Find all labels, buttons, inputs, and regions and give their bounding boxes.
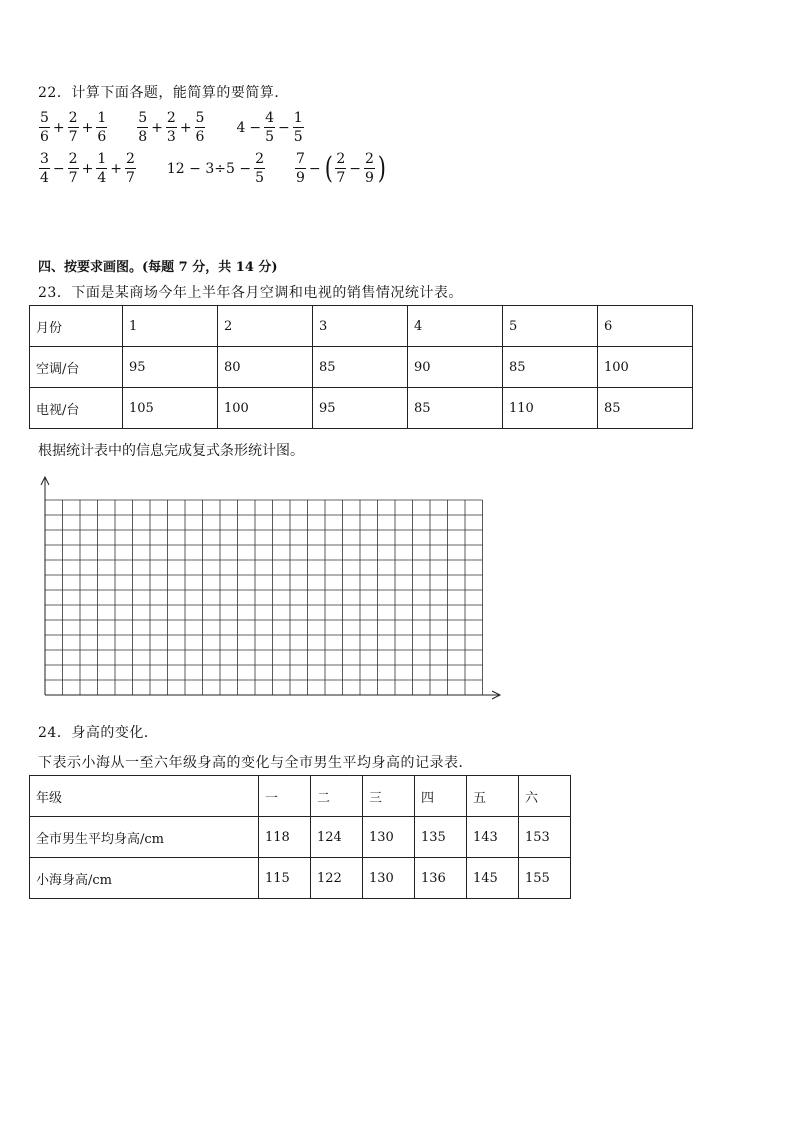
fraction: $\frac{1}{5}$ (293, 110, 303, 145)
table-cell: 2 (218, 306, 313, 347)
fraction: $\frac{2}{7}$ (336, 151, 346, 186)
table-cell: 143 (467, 817, 519, 858)
fraction: $\frac{2}{7}$ (68, 151, 78, 186)
chart-grid (30, 470, 510, 705)
operator: + (110, 160, 122, 177)
q22-title: 22．计算下面各题，能简算的要简算． (38, 85, 289, 101)
table-row (30, 817, 571, 858)
operator: 4 (236, 119, 246, 136)
q22-row-2 (38, 152, 416, 185)
operator: + (52, 119, 65, 136)
operator: − (52, 160, 65, 177)
table-row (30, 858, 571, 899)
operator: + (179, 119, 192, 136)
table-cell: 6 (598, 306, 693, 347)
table-row (30, 388, 693, 429)
table-header-row (30, 306, 693, 347)
q22-row-1 (38, 111, 333, 144)
table-cell: 95 (313, 388, 408, 429)
table-cell: 130 (363, 817, 415, 858)
table-cell: 四 (415, 776, 467, 817)
table-cell: 115 (259, 858, 311, 899)
q23-instruction: 根据统计表中的信息完成复式条形统计图。 (38, 443, 304, 459)
fraction: $\frac{2}{7}$ (68, 110, 78, 145)
table-header-row (30, 776, 571, 817)
table-cell: 年级 (30, 776, 259, 817)
operator: 12 − 3÷5 − (166, 160, 252, 177)
table-cell: 六 (519, 776, 571, 817)
table-cell: 85 (313, 347, 408, 388)
table-cell: 全市男生平均身高/cm (30, 817, 259, 858)
expression (38, 111, 108, 144)
height-table (29, 775, 571, 899)
table-cell: 85 (598, 388, 693, 429)
fraction: $\frac{5}{6}$ (40, 110, 49, 145)
table-cell: 3 (313, 306, 408, 347)
table-cell: 电视/台 (30, 388, 123, 429)
operator: − (308, 160, 321, 177)
table-cell: 100 (598, 347, 693, 388)
table-cell: 124 (311, 817, 363, 858)
fraction: $\frac{3}{4}$ (40, 151, 49, 186)
grid-lines (45, 500, 483, 695)
fraction: $\frac{4}{5}$ (265, 110, 275, 145)
operator: + (151, 119, 163, 136)
table-cell: 100 (218, 388, 313, 429)
table-cell: 三 (363, 776, 415, 817)
fraction: $\frac{2}{5}$ (255, 151, 264, 186)
section-4-title: 四、按要求画图。(每题 7 分，共 14 分) (38, 260, 278, 275)
q23-title: 23．下面是某商场今年上半年各月空调和电视的销售情况统计表。 (38, 285, 463, 301)
table-cell: 1 (123, 306, 218, 347)
expression (165, 152, 266, 185)
operator: − (278, 119, 290, 136)
table-cell: 4 (408, 306, 503, 347)
q24-title: 24．身高的变化． (38, 725, 159, 741)
table-cell: 105 (123, 388, 218, 429)
table-row (30, 347, 693, 388)
table-cell: 一 (259, 776, 311, 817)
table-cell: 95 (123, 347, 218, 388)
table-cell: 85 (503, 347, 598, 388)
operator: − (349, 160, 362, 177)
operator: + (81, 119, 94, 136)
fraction: $\frac{2}{7}$ (125, 151, 135, 186)
operator: + (81, 160, 94, 177)
operator: − (249, 119, 262, 136)
table-cell: 空调/台 (30, 347, 123, 388)
expression (136, 111, 206, 144)
q24-subtitle: 下表示小海从一至六年级身高的变化与全市男生平均身高的记录表． (38, 755, 473, 771)
expression (38, 152, 137, 185)
table-cell: 118 (259, 817, 311, 858)
sales-table (29, 305, 693, 429)
fraction: $\frac{1}{6}$ (97, 110, 107, 145)
table-cell: 153 (519, 817, 571, 858)
table-cell: 110 (503, 388, 598, 429)
parenthesis: ( (324, 150, 333, 186)
expression (234, 111, 304, 144)
parenthesis: ) (377, 150, 386, 186)
table-cell: 小海身高/cm (30, 858, 259, 899)
table-cell: 145 (467, 858, 519, 899)
fraction: $\frac{5}{6}$ (195, 110, 205, 145)
table-cell: 90 (408, 347, 503, 388)
table-cell: 135 (415, 817, 467, 858)
fraction: $\frac{5}{8}$ (138, 110, 148, 145)
fraction: $\frac{1}{4}$ (97, 151, 107, 186)
table-cell: 122 (311, 858, 363, 899)
table-cell: 五 (467, 776, 519, 817)
table-cell: 5 (503, 306, 598, 347)
expression (294, 152, 388, 185)
fraction: $\frac{7}{9}$ (295, 151, 305, 186)
fraction: $\frac{2}{3}$ (166, 110, 176, 145)
table-cell: 二 (311, 776, 363, 817)
table-cell: 月份 (30, 306, 123, 347)
table-cell: 155 (519, 858, 571, 899)
fraction: $\frac{2}{9}$ (365, 151, 374, 186)
table-cell: 136 (415, 858, 467, 899)
table-cell: 130 (363, 858, 415, 899)
table-cell: 85 (408, 388, 503, 429)
table-cell: 80 (218, 347, 313, 388)
